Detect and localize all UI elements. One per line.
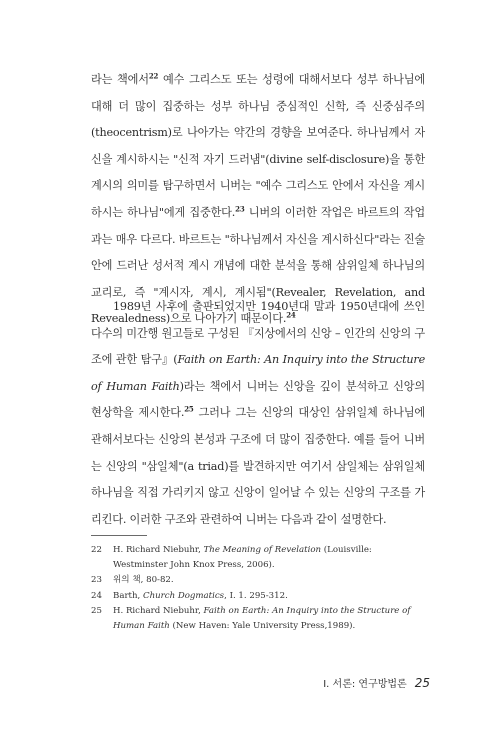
footnote-ref-25[interactable]: 25 (184, 404, 194, 414)
page-footer (323, 675, 430, 690)
footnote-text-segment: H. Richard Niebuhr, (113, 605, 204, 616)
footnote-ref-23[interactable]: 23 (235, 204, 245, 214)
footnote-text (113, 573, 425, 588)
paragraph-2-segment: )라는 책에서 니버는 신앙을 깊이 분석하고 신앙의 현상학을 제시한다. (91, 379, 425, 420)
footnotes (91, 543, 425, 634)
book-title-italic: Faith on Earth: An Inquiry into the Structure of Human Faith (91, 353, 425, 393)
footnote-divider (91, 535, 147, 536)
footnote-22 (91, 543, 425, 573)
footnote-25 (91, 604, 425, 634)
footnote-text-segment: 위의 책, 80-82. (113, 575, 174, 586)
footnote-text-segment: , I. 1. 295-312. (224, 590, 288, 601)
footnote-23 (91, 573, 425, 588)
footnote-book-title: Faith on Earth: An Inquiry into the Structure of Human Faith (113, 605, 411, 632)
paragraph-2-segment: 1989년 사후에 출판되었지만 1940년대 말과 1950년대에 쓰인 다수의 미간행 원고들로 구성된 『지상에서의 신앙 – 인간의 신앙의 구조에 관한 탐구』( (91, 300, 425, 367)
footnote-number: 22 (91, 545, 102, 555)
footnote-text-segment: Barth, (113, 590, 143, 601)
footnote-24 (91, 589, 425, 604)
footnote-number: 23 (91, 575, 102, 586)
paragraph-2-segment: 그러나 그는 신앙의 대상인 삼위일체 하나님에 관해서보다는 신앙의 본성과 구조에 더 많이 집중한다. 예를 들어 니버는 신앙의 "삼일체"(a triad)를 발견하지만 여기서 삼일체는 삼위일체 하나님을 직접 가리키지 않고 신앙이 일어날 수 있는 신앙의 구조를 가리킨다. 이러한 구조와 관련하여 니버는 다음과 같이 설명한다. (91, 406, 425, 526)
paragraph-1-segment: 라는 책에서 (91, 73, 149, 86)
footnote-ref-22[interactable]: 22 (148, 71, 159, 81)
running-section-title: I. 서론: 연구방법론 (323, 679, 407, 690)
footnote-number: 25 (91, 605, 102, 616)
footnote-text (113, 604, 425, 634)
paragraph-1-segment: 예수 그리스도 또는 성령에 대해서보다 성부 하나님에 대해 더 많이 집중하는 성부 하나님 중심적인 신학, 즉 신중심주의(theocentrism)로 나아가는 약간의 경향을 보여준다. 하나님께서 자신을 계시하시는 "신적 자기 드러냄"(divine self-disclosure)을 통한 계시의 의미를 탐구하면서 니버는 "예수 그리스도 안에서 자신을 계시하시는 하나님"에게 집중한다. (91, 73, 425, 219)
footnote-book-title: The Meaning of Revelation (203, 545, 322, 555)
footnote-ref-24[interactable]: 24 (286, 310, 296, 320)
page-number: 25 (414, 676, 430, 690)
footnote-text-segment: H. Richard Niebuhr, (113, 545, 204, 555)
footnote-book-title: Church Dogmatics (143, 590, 225, 601)
footnote-text-segment: (New Haven: Yale University Press,1989). (169, 621, 356, 632)
footnote-text (113, 543, 425, 573)
paragraph-2 (91, 294, 425, 533)
footnote-number: 24 (91, 590, 102, 601)
footnote-text-segment: (Louisville: Westminster John Knox Press, 2006). (113, 545, 372, 571)
footnote-text (113, 589, 425, 604)
paragraph-2-text (91, 294, 425, 533)
paragraph-1-segment: 니버의 이러한 작업은 바르트의 작업과는 매우 다르다. 바르트는 "하나님께서 자신을 계시하신다"라는 진술 안에 드러난 성서적 계시 개념에 대한 분석을 통해 삼위일체 하나님의 교리로, 즉 "계시자, 계시, 계시됨"(Revealer, Revelation, and Revealedness)으로 나아가기 때문이다. (91, 205, 425, 326)
